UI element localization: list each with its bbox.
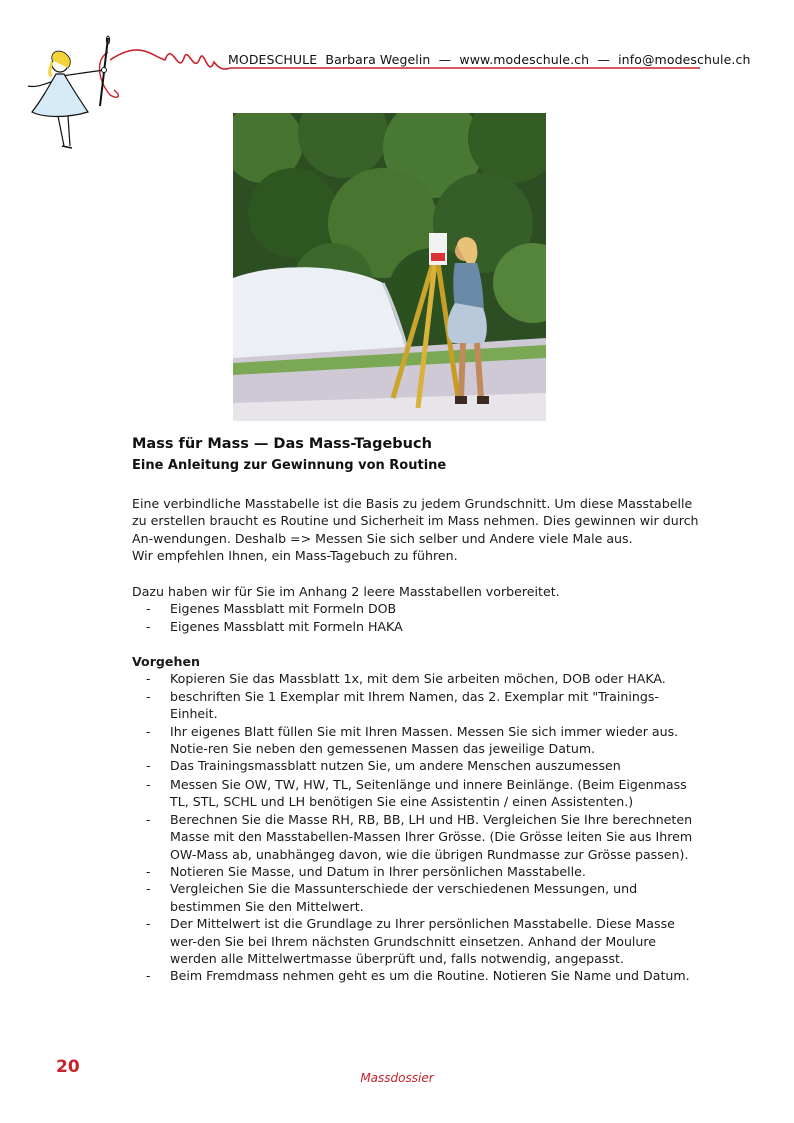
list-item: - Messen Sie OW, TW, HW, TL, Seitenlänge und innere Beinlänge. (Beim Eigenmass TL, STL, SCHL und LH benötigen Sie eine Assistentin / einen Assistenten.) [132, 776, 702, 811]
school-name: MODESCHULE [228, 52, 318, 67]
header-contact [228, 52, 751, 67]
page-subtitle: Eine Anleitung zur Gewinnung von Routine [132, 458, 447, 473]
footer-title: Massdossier [360, 1071, 434, 1085]
list-item: - Kopieren Sie das Massblatt 1x, mit dem Sie arbeiten möchen, DOB oder HAKA. [132, 670, 702, 687]
list-item: - Notieren Sie Masse, und Datum in Ihrer persönlichen Masstabelle. [132, 863, 702, 880]
list-item: - Vergleichen Sie die Massunterschiede der verschiedenen Messungen, und bestimmen Sie den Mittelwert. [132, 880, 702, 915]
procedure-section-2 [132, 776, 702, 985]
list-item: - beschriften Sie 1 Exemplar mit Ihrem Namen, das 2. Exemplar mit "Trainings-Einheit. [132, 688, 702, 723]
list-item: - Das Trainingsmassblatt nutzen Sie, um andere Menschen auszumessen [132, 757, 702, 774]
page-number: 20 [56, 1057, 80, 1077]
appendix-section [132, 583, 702, 635]
procedure-heading: Vorgehen [132, 654, 200, 669]
procedure-list-a [132, 670, 702, 774]
appendix-intro: Dazu haben wir für Sie im Anhang 2 leere Masstabellen vorbereitet. [132, 584, 560, 599]
separator: — [438, 52, 452, 67]
intro-paragraph [132, 495, 702, 565]
list-item: - Berechnen Sie die Masse RH, RB, BB, LH und HB. Vergleichen Sie Ihre berechneten Masse mit den Masstabellen-Massen Ihrer Grösse. (Die Grösse leiten Sie aus Ihrem OW-Mass ab, unabhängeg davon, wie die übrigen Rundmasse zur Grösse passen). [132, 811, 702, 863]
page-title: Mass für Mass — Das Mass-Tagebuch [132, 436, 432, 452]
intro-text: Wir empfehlen Ihnen, ein Mass-Tagebuch zu führen. [132, 548, 458, 564]
procedure-list-b [132, 776, 702, 985]
intro-text: Eine verbindliche Masstabelle ist die Basis zu jedem Grundschnitt. Um diese Masstabelle zu erstellen braucht es Routine und Sicherheit im Mass nehmen. Dies gewinnen wir durch An-wendungen. Deshalb => Messen Sie sich selber und Andere viele Male aus. [132, 496, 699, 546]
procedure-section [132, 653, 702, 775]
separator: — [597, 52, 610, 67]
list-item: - Ihr eigenes Blatt füllen Sie mit Ihren Massen. Messen Sie sich immer wieder aus. Notie-ren Sie neben den gemessenen Massen das jeweilige Datum. [132, 723, 702, 758]
email-link[interactable]: info@modeschule.ch [618, 52, 751, 67]
website-link[interactable]: www.modeschule.ch [459, 52, 590, 67]
list-item: - Eigenes Massblatt mit Formeln HAKA [132, 618, 702, 635]
list-item: - Eigenes Massblatt mit Formeln DOB [132, 600, 702, 617]
owner-name: Barbara Wegelin [325, 52, 431, 67]
list-item: - Der Mittelwert ist die Grundlage zu Ihrer persönlichen Masstabelle. Diese Masse wer-den Sie bei Ihrem nächsten Grundschnitt einsetzen. Anhand der Moulure werden alle Mittelwertmasse überprüft und, falls notwendig, angepasst. [132, 915, 702, 967]
appendix-list [132, 600, 702, 635]
list-item: - Beim Fremdmass nehmen geht es um die Routine. Notieren Sie Name und Datum. [132, 967, 702, 984]
survey-photo [233, 113, 546, 421]
